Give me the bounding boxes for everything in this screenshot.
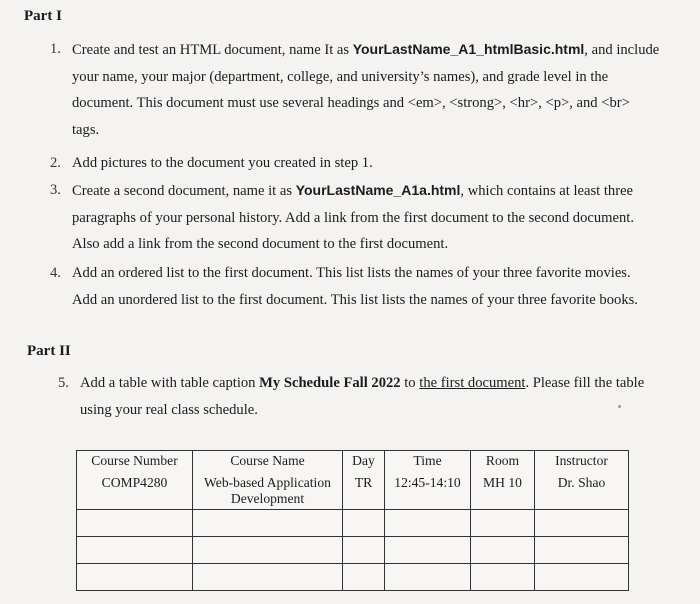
- header-cell: Instructor: [535, 451, 629, 474]
- table-cell: [77, 537, 193, 564]
- list-item-2: [50, 150, 690, 177]
- item-line: [72, 287, 690, 314]
- header-cell: Course Name: [193, 451, 343, 474]
- table-cell: [77, 510, 193, 537]
- table-cell: [471, 510, 535, 537]
- item-line: [72, 64, 690, 91]
- text-run: . Please fill the table: [525, 375, 645, 391]
- header-cell: Course Number: [77, 451, 193, 474]
- table-cell: [385, 537, 471, 564]
- item-line: using your real class schedule.: [80, 401, 258, 418]
- header-cell: Room: [471, 451, 535, 474]
- item-line: [72, 260, 690, 287]
- text-run: tags.: [72, 121, 100, 138]
- table-caption-text: My Schedule Fall 2022: [259, 375, 401, 391]
- table-cell: [193, 537, 343, 564]
- table-cell: [535, 564, 629, 591]
- item-number: 3.: [50, 182, 61, 198]
- item-number: 1.: [50, 41, 61, 57]
- filename-text: YourLastName_A1a.html: [295, 182, 461, 198]
- item-line: [72, 150, 690, 177]
- part-1-title: Part I: [24, 8, 62, 24]
- list-item-1: [50, 36, 690, 143]
- table-cell: [385, 510, 471, 537]
- table-cell: [77, 564, 193, 591]
- text-run: to: [400, 375, 420, 391]
- table-cell: [471, 564, 535, 591]
- table-cell: [535, 537, 629, 564]
- item-line: [72, 231, 690, 258]
- text-run: Create a second document, name it as: [72, 183, 296, 199]
- table-cell: [193, 564, 343, 591]
- part-2-title: Part II: [27, 343, 71, 359]
- text-run: Add pictures to the document you created in step 1.: [72, 155, 373, 171]
- text-run: Create and test an HTML document, name It as: [72, 42, 353, 58]
- table-cell: TR: [343, 473, 385, 510]
- list-item-3: [50, 177, 690, 258]
- item-line: [72, 205, 690, 232]
- first-document-text: the first document: [419, 375, 526, 391]
- table-cell: MH 10: [471, 473, 535, 510]
- item-line: [72, 36, 690, 64]
- item-number: 4.: [50, 265, 61, 281]
- schedule-table: [76, 450, 629, 591]
- speck: [618, 405, 621, 408]
- list-item-5: [58, 370, 688, 423]
- table-row: [77, 510, 629, 537]
- table-row: [77, 537, 629, 564]
- text-run: Add an unordered list to the first document. This list lists the names of your three favorite books.: [72, 291, 638, 308]
- text-run: Also add a link from the second document to the first document.: [72, 236, 449, 252]
- table-row: [77, 564, 629, 591]
- item-line: [72, 177, 690, 205]
- header-cell: Day: [343, 451, 385, 474]
- table-cell: COMP4280: [77, 473, 193, 510]
- text-run: document. This document must use several headings and <em>, <strong>, <hr>, <p>, and <br>: [72, 95, 630, 111]
- text-run: your name, your major (department, college, and university’s names), and grade level in the: [72, 68, 609, 85]
- text-run: paragraphs of your personal history. Add a link from the first document to the second document.: [72, 209, 634, 226]
- item-line: [80, 370, 688, 397]
- item-line: [72, 90, 690, 117]
- table-cell: [193, 510, 343, 537]
- list-item-4: [50, 260, 690, 313]
- text-run: Add an ordered list to the first document. This list lists the names of your three favorite movies.: [72, 265, 631, 281]
- table-header-row: [77, 451, 629, 474]
- table-cell: [343, 537, 385, 564]
- item-line: [72, 117, 690, 144]
- table-cell: Dr. Shao: [535, 473, 629, 510]
- item-number: 2.: [50, 155, 61, 171]
- table-row: [77, 473, 629, 510]
- table-cell: [535, 510, 629, 537]
- table-cell: Web-based Application Development: [193, 473, 343, 510]
- text-run: , and include: [584, 42, 660, 58]
- item-number: 5.: [58, 375, 69, 391]
- table-cell: [385, 564, 471, 591]
- table-cell: [343, 510, 385, 537]
- text-run: , which contains at least three: [460, 183, 634, 199]
- header-cell: Time: [385, 451, 471, 474]
- table-cell: [471, 537, 535, 564]
- filename-text: YourLastName_A1_htmlBasic.html: [352, 41, 585, 57]
- table-cell: 12:45-14:10: [385, 473, 471, 510]
- text-run: Add a table with table caption: [80, 375, 260, 391]
- table-cell: [343, 564, 385, 591]
